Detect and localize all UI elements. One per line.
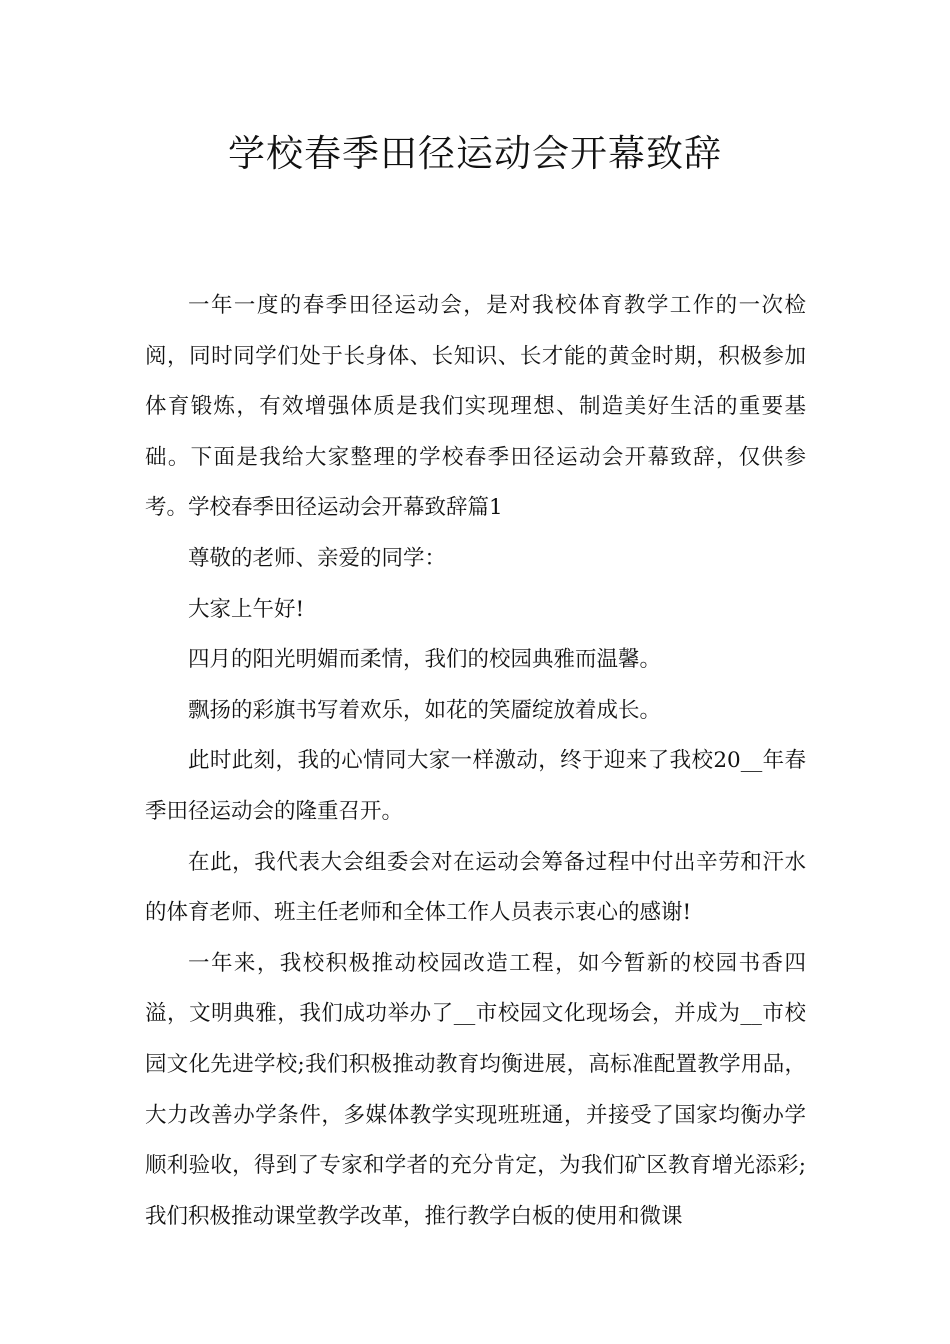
paragraph-thanks: 在此，我代表大会组委会对在运动会筹备过程中付出辛劳和汗水的体育老师、班主任老师和全体工作人员表示衷心的感谢!	[145, 849, 806, 926]
paragraph-past-year: 一年来，我校积极推动校园改造工程，如今暂新的校园书香四溢，文明典雅，我们成功举办了__市校园文化现场会，并成为__市校园文化先进学校;我们积极推动教育均衡进展，高标准配置教学用品，大力改善办学条件，多媒体教学实现班班通，并接受了国家均衡办学顺利验收，得到了专家和学者的充分肯定，为我们矿区教育增光添彩;我们积极推动课堂教学改革，推行教学白板的使用和微课	[145, 950, 806, 1229]
paragraph-salutation: 尊敬的老师、亲爱的同学：	[188, 545, 447, 571]
paragraph-flags: 飘扬的彩旗书写着欢乐，如花的笑靥绽放着成长。	[188, 697, 662, 723]
paragraph-april-sunshine: 四月的阳光明媚而柔情，我们的校园典雅而温馨。	[188, 647, 662, 673]
paragraph-intro: 一年一度的春季田径运动会，是对我校体育教学工作的一次检阅，同时同学们处于长身体、长知识、长才能的黄金时期，积极参加体育锻炼，有效增强体质是我们实现理想、制造美好生活的重要基础。下面是我给大家整理的学校春季田径运动会开幕致辞，仅供参考。学校春季田径运动会开幕致辞篇1	[145, 293, 806, 521]
paragraph-greeting: 大家上午好!	[188, 596, 305, 622]
document-body	[145, 281, 806, 1242]
document-title: 学校春季田径运动会开幕致辞	[228, 132, 722, 175]
paragraph-this-moment: 此时此刻，我的心情同大家一样激动，终于迎来了我校20__年春季田径运动会的隆重召开。	[145, 748, 806, 824]
